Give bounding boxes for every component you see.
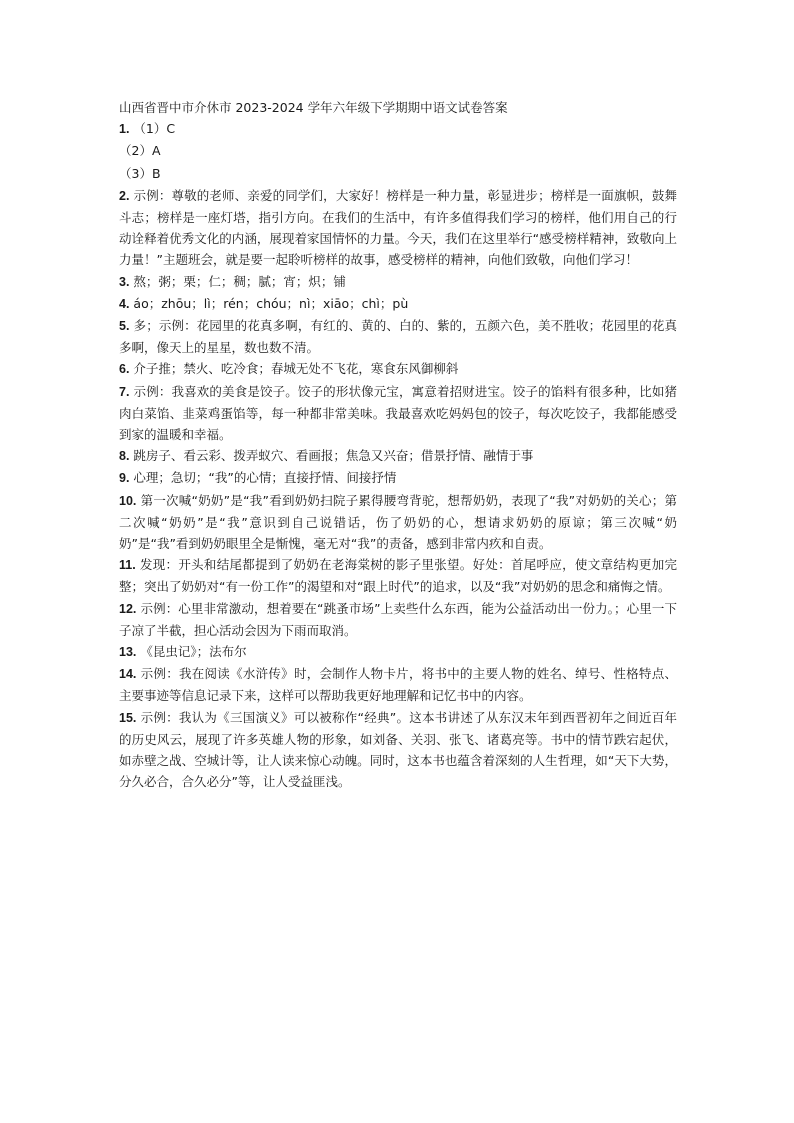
answer-item (119, 140, 677, 162)
answer-number: 1. (119, 122, 130, 137)
answer-number: 5. (119, 319, 130, 334)
answer-document (119, 97, 677, 793)
answer-text: （2）A (119, 143, 161, 159)
answer-number: 8. (119, 449, 130, 464)
answer-item (119, 467, 677, 489)
answer-item (119, 554, 677, 597)
answer-text: 示例：我喜欢的美食是饺子。饺子的形状像元宝，寓意着招财进宝。饺子的馅料有很多种，比如猪肉白菜馅、韭菜鸡蛋馅等，每一种都非常美味。我最喜欢吃妈妈包的饺子，每次吃饺子，我都能感受到家的温暖和幸福。 (119, 383, 677, 443)
answer-text: 示例：我在阅读《水浒传》时，会制作人物卡片，将书中的主要人物的姓名、绰号、性格特点、主要事迹等信息记录下来，这样可以帮助我更好地理解和记忆书中的内容。 (119, 666, 677, 704)
answer-item (119, 163, 677, 185)
answer-number: 15. (119, 710, 137, 725)
answer-text: 示例：我认为《三国演义》可以被称作“经典”。这本书讲述了从东汉末年到西晋初年之间近百年的历史风云，展现了许多英雄人物的形象，如刘备、关羽、张飞、诸葛亮等。书中的情节跌宕起伏，如赤壁之战、空城计等，让人读来惊心动魄。同时，这本书也蕴含着深刻的人生哲理，如“天下大势，分久必合，合久必分”等，让人受益匪浅。 (119, 709, 677, 790)
answer-number: 4. (119, 296, 130, 311)
answer-item (119, 445, 677, 467)
answer-number: 14. (119, 667, 137, 682)
answer-number: 6. (119, 362, 130, 377)
answer-text: 第一次喊“奶奶”是“我”看到奶奶扫院子累得腰弯背驼，想帮奶奶，表现了“我”对奶奶的关心；第二次喊“奶奶”是“我”意识到自己说错话，伤了奶奶的心，想请求奶奶的原谅；第三次喊“奶奶”是“我”看到奶奶眼里全是惭愧，毫无对“我”的责备，感到非常内疚和自责。 (119, 492, 677, 552)
answer-item (119, 381, 677, 446)
answer-text: （3）B (119, 165, 161, 181)
answer-number: 3. (119, 274, 130, 289)
answer-text: 熬；粥；栗；仁；稠；腻；宵；炽；铺 (129, 273, 346, 289)
answer-item (119, 358, 677, 380)
answer-item (119, 490, 677, 555)
answer-item (119, 315, 677, 358)
answer-number: 10. (119, 493, 137, 508)
answer-text: 心理；急切；“我”的心情；直接抒情、间接抒情 (129, 470, 397, 486)
answer-text: áo；zhōu；lì；rén；chóu；nì；xiāo；chì；pù (129, 295, 409, 311)
answer-number: 9. (119, 471, 130, 486)
document-title: 山西省晋中市介休市 2023-2024 学年六年级下学期期中语文试卷答案 (119, 100, 508, 115)
answer-item (119, 641, 677, 663)
answer-text: （1）C (129, 121, 176, 137)
answer-number: 13. (119, 645, 137, 660)
answer-item (119, 118, 677, 140)
answer-item (119, 663, 677, 706)
answer-text: 《昆虫记》；法布尔 (136, 644, 247, 660)
answer-number: 12. (119, 601, 137, 616)
answer-item (119, 293, 677, 315)
answer-text: 示例：尊敬的老师、亲爱的同学们，大家好！榜样是一种力量，彰显进步；榜样是一面旗帜，鼓舞斗志；榜样是一座灯塔，指引方向。在我们的生活中，有许多值得我们学习的榜样，他们用自己的行动诠释着优秀文化的内涵，展现着家国情怀的力量。今天，我们在这里举行“感受榜样精神，致敬向上力量！”主题班会，就是要一起聆听榜样的故事，感受榜样的精神，向他们致敬，向他们学习！ (119, 187, 677, 268)
answer-item (119, 707, 677, 793)
answer-text: 跳房子、看云彩、拨弄蚁穴、看画报；焦急又兴奋；借景抒情、融情于事 (129, 448, 534, 464)
answer-item (119, 598, 677, 641)
answer-number: 11. (119, 558, 136, 573)
answer-number: 2. (119, 188, 130, 203)
answer-text: 示例：心里非常激动，想着要在“跳蚤市场”上卖些什么东西，能为公益活动出一份力。；心里一下子凉了半截，担心活动会因为下雨而取消。 (119, 600, 677, 638)
answer-item (119, 185, 677, 271)
answer-text: 发现：开头和结尾都提到了奶奶在老海棠树的影子里张望。好处：首尾呼应，使文章结构更加完整；突出了奶奶对“有一份工作”的渴望和对“跟上时代”的追求，以及“我”对奶奶的思念和痛悔之情。 (119, 557, 677, 595)
answer-item (119, 271, 677, 293)
answer-number: 7. (119, 384, 130, 399)
answer-text: 多；示例：花园里的花真多啊，有红的、黄的、白的、紫的，五颜六色，美不胜收；花园里的花真多啊，像天上的星星，数也数不清。 (119, 318, 677, 356)
answer-text: 介子推；禁火、吃冷食；春城无处不飞花，寒食东风御柳斜 (129, 361, 459, 377)
